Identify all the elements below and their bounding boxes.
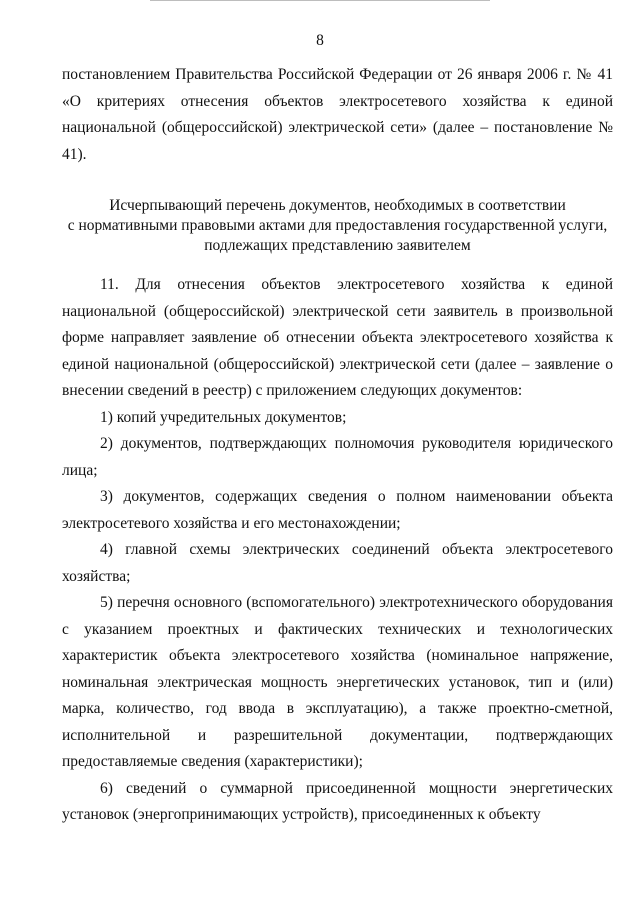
top-scan-rule [150,0,490,1]
heading-line-2: с нормативными правовыми актами для предоставления государственной услуги, [67,217,608,234]
page-number: 8 [316,32,324,49]
section-heading [62,196,613,256]
list-item-6: 6) сведений о суммарной присоединенной мощности энергетических установок (энергопринимающих устройств), присоединенных к объекту [62,779,613,823]
paragraph-11: 11. Для отнесения объектов электросетевого хозяйства к единой национальной (общероссийской) электрической сети заявитель в произвольной форме направляет заявление об отнесении объекта электросетевого хозяйства к единой национальной (общероссийской) электрической сети (далее – заявление о внесении сведений в реестр) с приложением следующих документов: [62,276,613,399]
list-item-1: 1) копий учредительных документов; [100,408,347,426]
list-item-4: 4) главной схемы электрических соединений объекта электросетевого хозяйства; [62,541,613,585]
intro-paragraph: постановлением Правительства Российской Федерации от 26 января 2006 г. № 41 «О критериях отнесения объектов электросетевого хозяйства к единой национальной (общероссийской) электрической сети» (далее – постановление № 41). [62,66,613,163]
document-body [62,62,613,829]
heading-line-1: Исчерпывающий перечень документов, необходимых в соответствии [109,197,566,214]
list-item-5: 5) перечня основного (вспомогательного) электротехнического оборудования с указанием проектных и фактических технических и технологических характеристик объекта электросетевого хозяйства (номинальное напряжение, номинальная электрическая мощность энергетических установок, тип и (или) марка, количество, год ввода в эксплуатацию), а также проектно-сметной, исполнительной и разрешительной документации, подтверждающих предоставляемые сведения (характеристики); [62,594,613,770]
list-item-3: 3) документов, содержащих сведения о полном наименовании объекта электросетевого хозяйства и его местонахождении; [62,488,613,532]
list-item-2: 2) документов, подтверждающих полномочия руководителя юридического лица; [62,435,613,479]
heading-line-3: подлежащих представлению заявителем [204,237,471,254]
